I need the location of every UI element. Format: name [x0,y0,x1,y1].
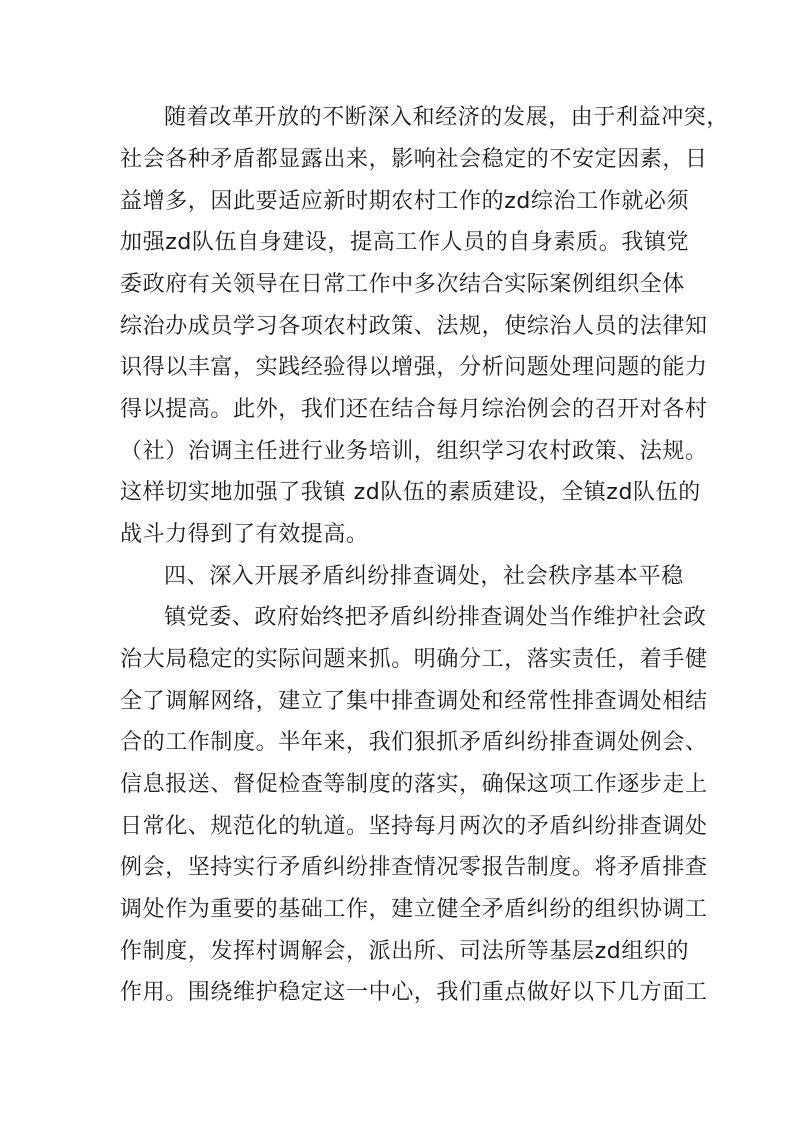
paragraph-line-17: 信息报送、督促检查等制度的落实，确保这项工作逐步走上 [120,772,708,797]
paragraph-line-5: 委政府有关领导在日常工作中多次结合实际案例组织全体 [120,272,686,297]
paragraph-line-11: 战斗力得到了有效提高。 [120,522,369,547]
paragraph-line-4: 加强zd队伍自身建设，提高工作人员的自身素质。我镇党 [120,230,690,255]
paragraph-line-18: 日常化、规范化的轨道。坚持每月两次的矛盾纠纷排查调处 [120,814,708,839]
paragraph-line-1: 随着改革开放的不断深入和经济的发展，由于利益冲突， [164,105,730,130]
paragraph-line-20: 调处作为重要的基础工作，建立健全矛盾纠纷的组织协调工 [120,897,708,922]
paragraph-line-19: 例会，坚持实行矛盾纠纷排查情况零报告制度。将矛盾排查 [120,855,708,880]
paragraph-line-3: 益增多，因此要适应新时期农村工作的zd综治工作就必须 [120,189,690,214]
paragraph-line-22: 作用。围绕维护稳定这一中心，我们重点做好以下几方面工 [120,980,708,1005]
paragraph-line-9: （社）治调主任进行业务培训，组织学习农村政策、法规。 [120,439,708,464]
paragraph-line-13: 镇党委、政府始终把矛盾纠纷排查调处当作维护社会政 [164,605,707,630]
paragraph-line-6: 综治办成员学习各项农村政策、法规，使综治人员的法律知 [120,314,708,339]
paragraph-line-16: 合的工作制度。半年来，我们狠抓矛盾纠纷排查调处例会、 [120,730,708,755]
paragraph-line-21: 作制度，发挥村调解会，派出所、司法所等基层zd组织的 [120,939,690,964]
paragraph-line-2: 社会各种矛盾都显露出来，影响社会稳定的不安定因素，日 [120,147,708,172]
paragraph-line-14: 治大局稳定的实际问题来抓。明确分工，落实责任，着手健 [120,647,708,672]
section-heading: 四、深入开展矛盾纠纷排查调处，社会秩序基本平稳 [164,564,684,589]
paragraph-line-10: 这样切实地加强了我镇 zd队伍的素质建设，全镇zd队伍的 [120,480,701,505]
paragraph-line-7: 识得以丰富，实践经验得以增强，分析问题处理问题的能力 [120,355,708,380]
paragraph-line-15: 全了调解网络，建立了集中排查调处和经常性排查调处相结 [120,689,708,714]
paragraph-line-8: 得以提高。此外，我们还在结合每月综治例会的召开对各村 [120,397,708,422]
